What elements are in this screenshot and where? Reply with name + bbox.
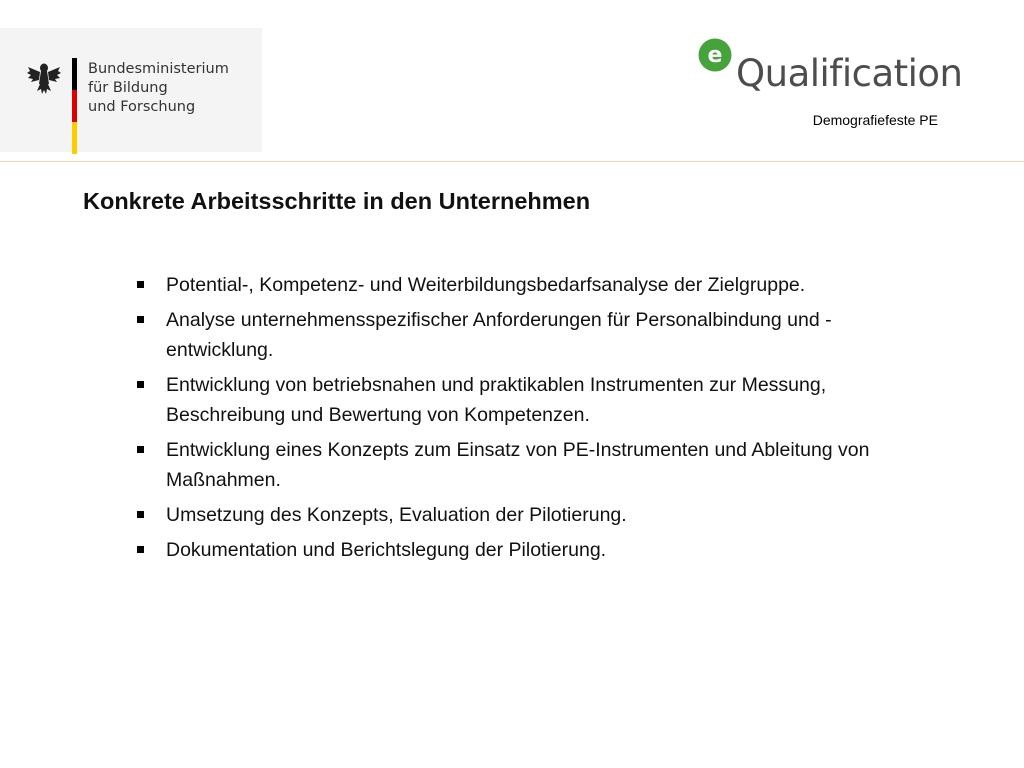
ministry-logo: [0, 28, 262, 152]
brand-word: Qualification: [736, 52, 963, 95]
header-divider: [0, 161, 1024, 162]
list-item-text: Analyse unternehmensspezifischer Anforderungen für Personalbindung und -entwicklung.: [166, 309, 832, 361]
list-item: [134, 500, 874, 530]
flag-stripe: [72, 58, 77, 154]
square-bullet-icon: [137, 546, 144, 553]
header-subtitle: Demografiefeste PE: [812, 112, 938, 128]
german-flag-icon: [72, 58, 77, 154]
e-circle-icon: [698, 38, 732, 72]
square-bullet-icon: [137, 446, 144, 453]
page-title: Konkrete Arbeitsschritte in den Unternehmen: [83, 188, 591, 214]
square-bullet-icon: [137, 281, 144, 288]
ministry-line: Bundesministerium: [88, 61, 229, 77]
list-item: [134, 435, 874, 495]
list-item-text: Dokumentation und Berichtslegung der Pilotierung.: [166, 539, 607, 561]
list-item-text: Entwicklung eines Konzepts zum Einsatz von PE-Instrumenten und Ableitung von Maßnahmen.: [166, 439, 870, 491]
square-bullet-icon: [137, 316, 144, 323]
square-bullet-icon: [137, 381, 144, 388]
list-item: [134, 305, 874, 365]
list-item-text: Umsetzung des Konzepts, Evaluation der Pilotierung.: [166, 504, 627, 526]
ministry-line: und Forschung: [88, 99, 196, 115]
brand-letter: e: [707, 43, 723, 68]
square-bullet-icon: [137, 511, 144, 518]
slide-header: [0, 0, 1024, 161]
equalification-logo: [698, 36, 963, 100]
ministry-name: [88, 60, 229, 117]
list-item: [134, 370, 874, 430]
federal-eagle-icon: [26, 58, 62, 96]
list-item: [134, 270, 874, 300]
list-item-text: Potential-, Kompetenz- und Weiterbildungsbedarfsanalyse der Zielgruppe.: [166, 274, 806, 296]
list-item-text: Entwicklung von betriebsnahen und praktikablen Instrumenten zur Messung, Beschreibung und Bewertung von Kompetenzen.: [166, 374, 827, 426]
ministry-line: für Bildung: [88, 80, 168, 96]
bullet-list: [134, 270, 874, 570]
list-item: [134, 535, 874, 565]
